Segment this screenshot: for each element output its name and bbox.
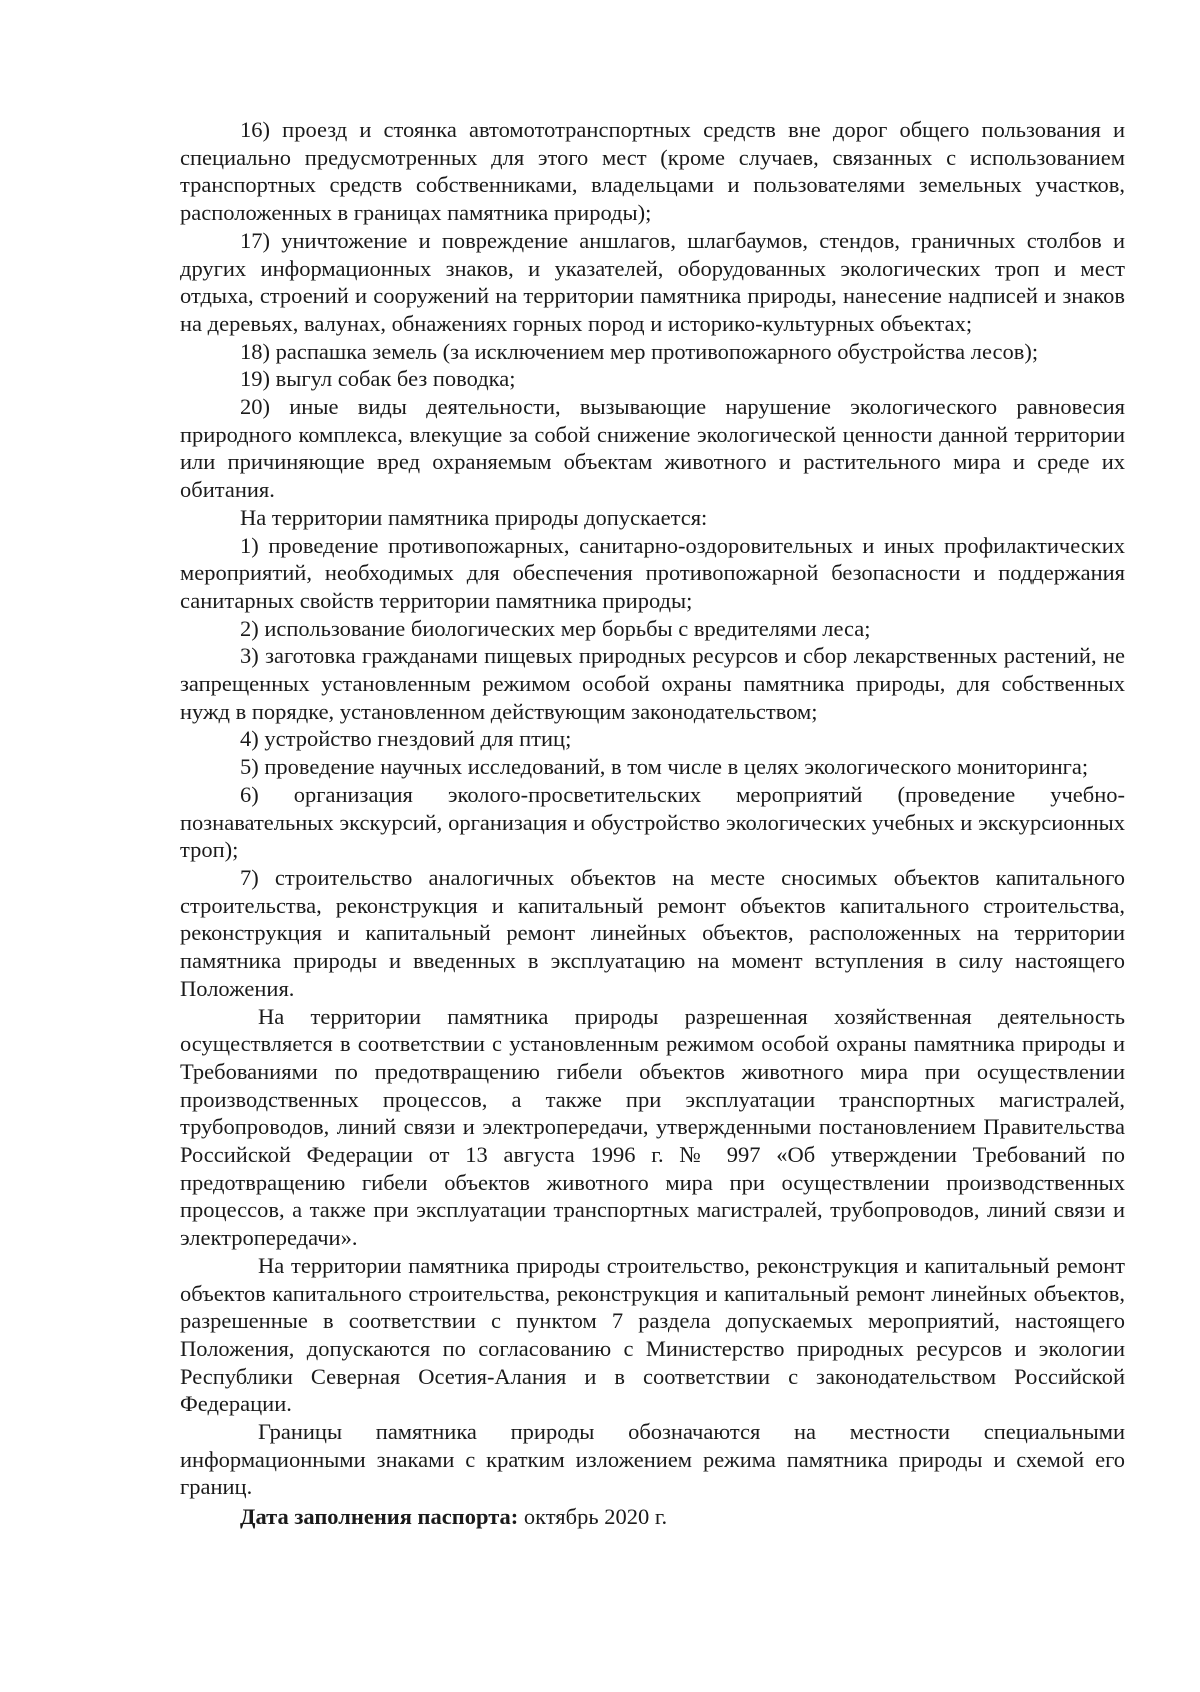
allowed-item-5: 5) проведение научных исследований, в том числе в целях экологического мониторинга; (240, 754, 1089, 780)
allowed-item-2: 2) использование биологических мер борьбы с вредителями леса; (240, 615, 871, 641)
allowed-item-7: 7) строительство аналогичных объектов на месте сносимых объектов капитального строительства, реконструкция и капитальный ремонт объектов капитального строительства, реконструкция и капитальный ремонт линейных объектов, расположенных на территории памятника природы и введенных в эксплуатацию на момент вступления в силу настоящего Положения. (180, 864, 1125, 1001)
item-18-paragraph: 18) распашка земель (за исключением мер противопожарного обустройства лесов); (240, 338, 1039, 364)
passport-date-label: Дата заполнения паспорта: (240, 1504, 519, 1530)
item-20-paragraph: 20) иные виды деятельности, вызывающие нарушение экологического равновесия природного комплекса, влекущие за собой снижение экологической ценности данной территории или причиняющие вред охраняемым объектам животного и растительного мира и среде их обитания. (180, 394, 1125, 503)
item-19-paragraph: 19) выгул собак без поводка; (240, 366, 516, 392)
item-16-paragraph: 16) проезд и стоянка автомототранспортных средств вне дорог общего пользования и специально предусмотренных для этого мест (кроме случаев, связанных с использованием транспортных средств собственниками, владельцами и пользователями земельных участков, расположенных в границах памятника природы); (180, 117, 1125, 226)
item-17-paragraph: 17) уничтожение и повреждение аншлагов, шлагбаумов, стендов, граничных столбов и других информационных знаков, и указателей, оборудованных экологических троп и мест отдыха, строений и сооружений на территории памятника природы, нанесение надписей и знаков на деревьях, валунах, обнажениях горных пород и историко-культурных объектах; (180, 227, 1125, 336)
economic-activity-paragraph: На территории памятника природы разрешенная хозяйственная деятельность осуществляется в соответствии с установленным режимом особой охраны памятника природы и Требованиями по предотвращению гибели объектов животного мира при осуществлении производственных процессов, а также при эксплуатации транспортных магистралей, трубопроводов, линий связи и электропередачи, утвержденными постановлением Правительства Российской Федерации от 13 августа 1996 г. № 997 «Об утверждении Требований по предотвращению гибели объектов животного мира при осуществлении производственных процессов, а также при эксплуатации транспортных магистралей, трубопроводов, линий связи и электропередачи». (180, 1003, 1125, 1251)
allowed-item-4: 4) устройство гнездовий для птиц; (240, 726, 572, 752)
document-body (180, 116, 1125, 1531)
passport-date-value: октябрь 2020 г. (518, 1504, 668, 1530)
allowed-item-3: 3) заготовка гражданами пищевых природных ресурсов и сбор лекарственных растений, не запрещенных установленным режимом особой охраны памятника природы, для собственных нужд в порядке, установленном действующим законодательством; (180, 643, 1125, 724)
allowed-item-1: 1) проведение противопожарных, санитарно-оздоровительных и иных профилактических мероприятий, необходимых для обеспечения противопожарной безопасности и поддержания санитарных свойств территории памятника природы; (180, 532, 1125, 613)
allowed-item-6: 6) организация эколого-просветительских мероприятий (проведение учебно-познавательных экскурсий, организация и обустройство экологических учебных и экскурсионных троп); (180, 781, 1125, 863)
construction-paragraph: На территории памятника природы строительство, реконструкция и капитальный ремонт объектов капитального строительства, реконструкция и капитальный ремонт линейных объектов, разрешенные в соответствии с пунктом 7 раздела допускаемых мероприятий, настоящего Положения, допускаются по согласованию с Министерство природных ресурсов и экологии Республики Северная Осетия-Алания и в соответствии с законодательством Российской Федерации. (180, 1252, 1125, 1417)
boundaries-paragraph: Границы памятника природы обозначаются на местности специальными информационными знаками с кратким изложением режима памятника природы и схемой его границ. (180, 1419, 1125, 1500)
allowed-heading: На территории памятника природы допускается: (240, 504, 708, 530)
passport-date-line (180, 1503, 1125, 1531)
